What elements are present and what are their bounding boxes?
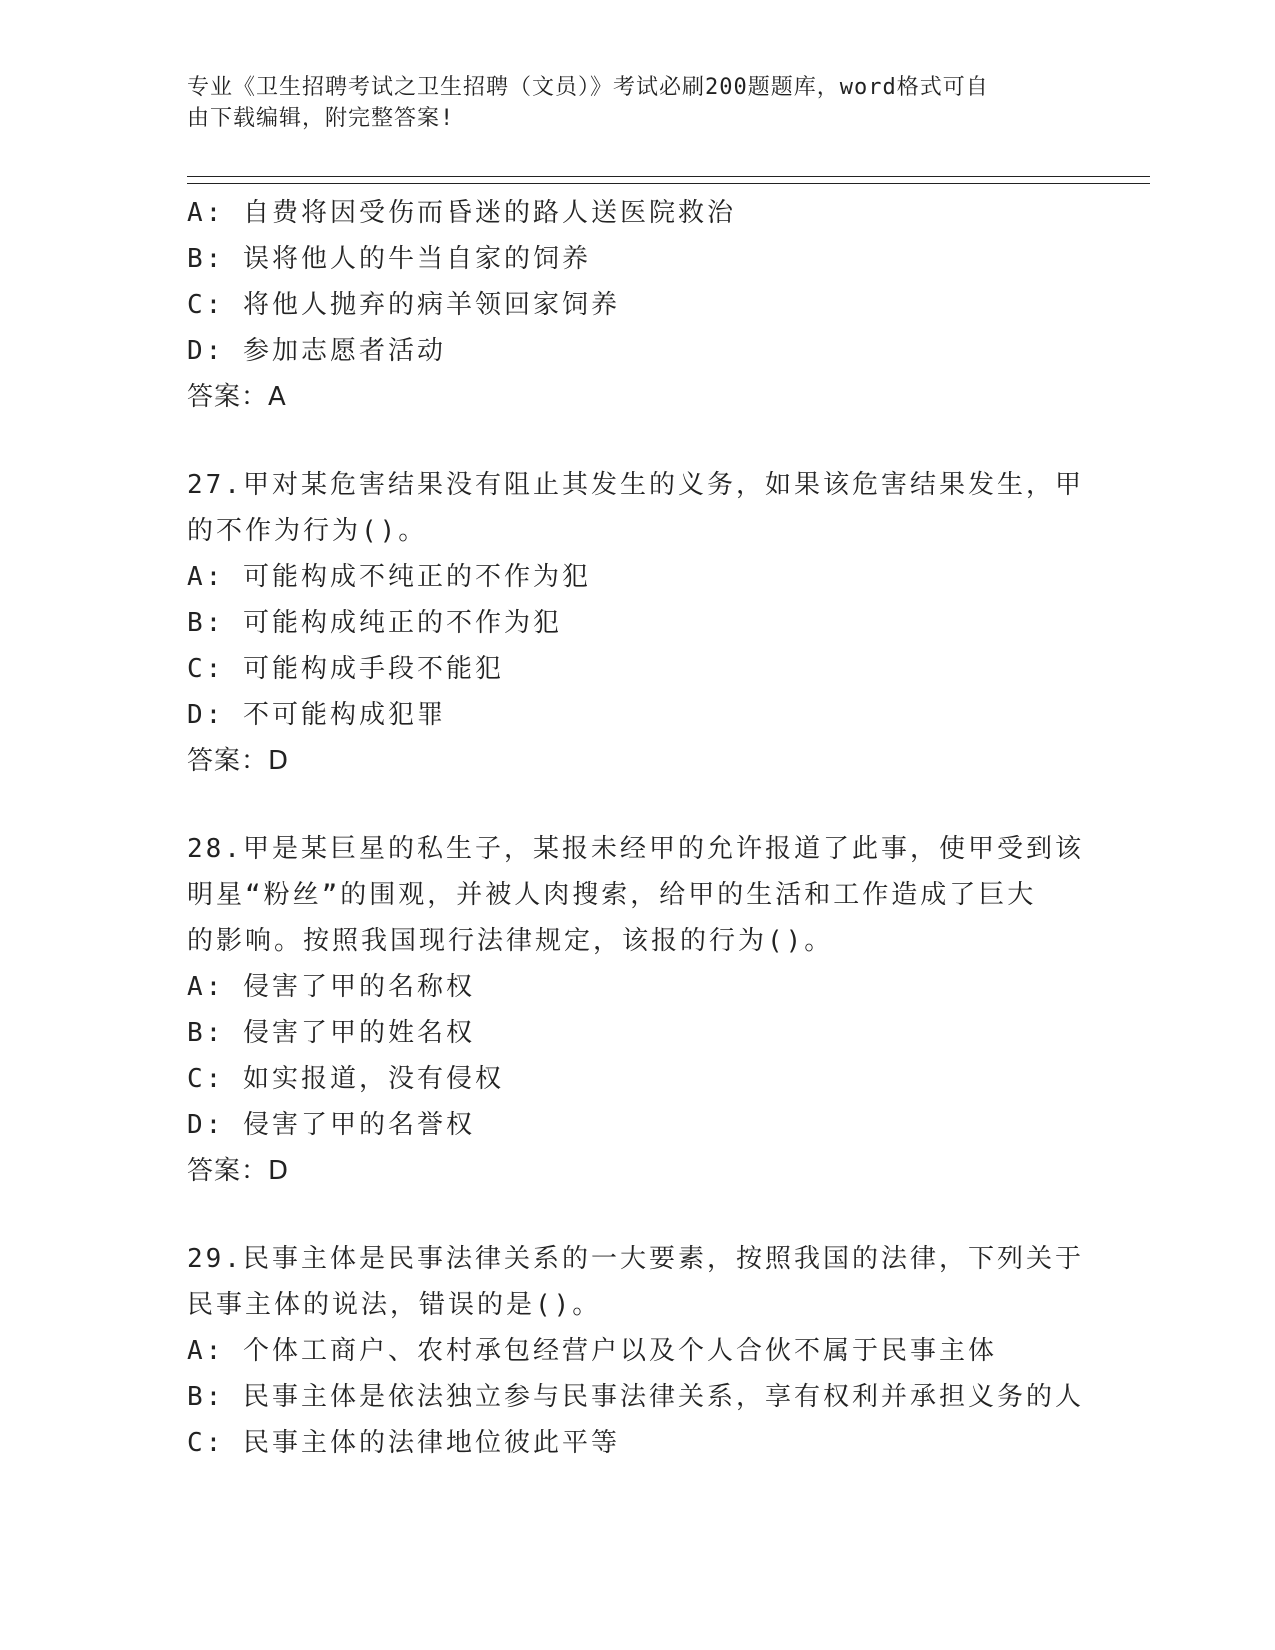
header-line-1: 专业《卫生招聘考试之卫生招聘（文员）》考试必刷200题题库，word格式可自	[187, 75, 989, 100]
option-c: C: 如实报道，没有侵权	[187, 1064, 504, 1094]
question-text-line: 29.民事主体是民事法律关系的一大要素，按照我国的法律，下列关于	[187, 1244, 1084, 1274]
option-d: D: 不可能构成犯罪	[187, 700, 446, 730]
option-b: B: 可能构成纯正的不作为犯	[187, 608, 562, 638]
option-c: C: 可能构成手段不能犯	[187, 654, 504, 684]
question-28	[187, 826, 1087, 1194]
document-header	[187, 72, 1087, 134]
option-b: B: 民事主体是依法独立参与民事法律关系，享有权利并承担义务的人	[187, 1382, 1084, 1412]
question-26-continued	[187, 190, 1087, 420]
question-text-line: 明星“粉丝”的围观，并被人肉搜索，给甲的生活和工作造成了巨大	[187, 880, 1037, 910]
question-text-line: 的影响。按照我国现行法律规定，该报的行为()。	[187, 926, 834, 956]
answer: 答案：A	[187, 382, 287, 412]
answer: 答案：D	[187, 746, 290, 776]
header-line-2: 由下载编辑，附完整答案!	[187, 106, 455, 131]
option-c: C: 民事主体的法律地位彼此平等	[187, 1428, 620, 1458]
option-b: B: 误将他人的牛当自家的饲养	[187, 244, 591, 274]
option-a: A: 个体工商户、农村承包经营户以及个人合伙不属于民事主体	[187, 1336, 997, 1366]
header-divider-top	[187, 176, 1150, 177]
question-29	[187, 1236, 1087, 1466]
option-a: A: 可能构成不纯正的不作为犯	[187, 562, 591, 592]
option-b: B: 侵害了甲的姓名权	[187, 1018, 475, 1048]
question-text-line: 28.甲是某巨星的私生子，某报未经甲的允许报道了此事，使甲受到该	[187, 834, 1084, 864]
question-text-line: 27.甲对某危害结果没有阻止其发生的义务，如果该危害结果发生，甲	[187, 470, 1084, 500]
question-list	[187, 190, 1087, 1466]
header-divider-bottom	[187, 183, 1150, 184]
question-text-line: 民事主体的说法，错误的是()。	[187, 1290, 602, 1320]
question-27	[187, 462, 1087, 784]
question-text-line: 的不作为行为()。	[187, 516, 428, 546]
option-c: C: 将他人抛弃的病羊领回家饲养	[187, 290, 620, 320]
option-d: D: 侵害了甲的名誉权	[187, 1110, 475, 1140]
option-d: D: 参加志愿者活动	[187, 336, 446, 366]
answer: 答案：D	[187, 1156, 290, 1186]
option-a: A: 侵害了甲的名称权	[187, 972, 475, 1002]
option-a: A: 自费将因受伤而昏迷的路人送医院救治	[187, 198, 736, 228]
